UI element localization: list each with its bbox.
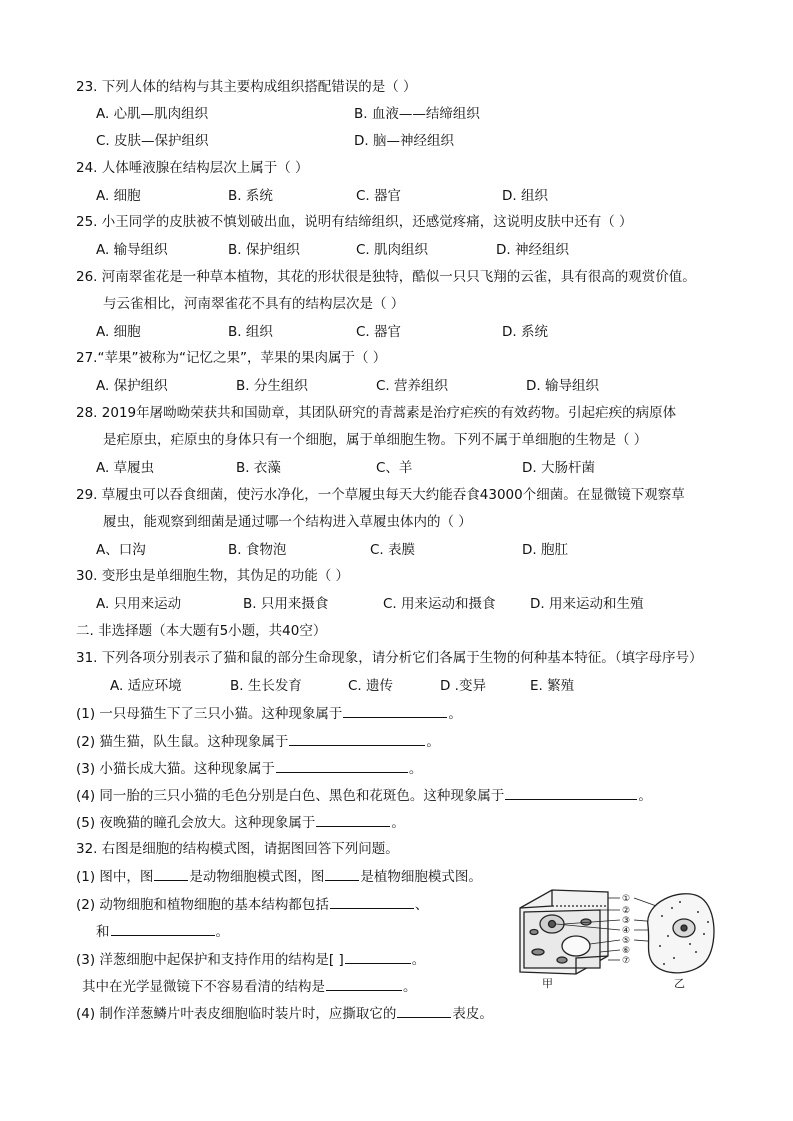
q32-sub-3-cont [82, 977, 417, 996]
period: 。 [638, 788, 652, 804]
q31-option-d: D .变异 [440, 678, 486, 694]
q31-option-a: A. 适应环境 [110, 678, 182, 694]
q24-option-c: C. 器官 [356, 188, 402, 204]
q29-options [0, 541, 793, 559]
q24-stem: 24. 人体唾液腺在结构层次上属于（ ） [76, 160, 309, 176]
cell-structure-figure [512, 886, 722, 990]
period: 。 [391, 815, 405, 831]
figure-label-jia: 甲 [542, 977, 553, 990]
label-7: ⑦ [622, 956, 631, 966]
q26-option-b: B. 组织 [228, 324, 273, 340]
q32-sub-1-c: 是植物细胞模式图。 [360, 869, 482, 885]
q32-sub-1-a: (1) 图中，图 [76, 869, 154, 885]
q24-option-b: B. 系统 [228, 188, 273, 204]
q31-sub-4-text: (4) 同一胎的三只小猫的毛色分别是白色、黑色和花斑色。这种现象属于 [76, 788, 505, 804]
q31-sub-5 [76, 813, 405, 832]
q28-stem-line1: 28. 2019年屠呦呦荣获共和国勋章，其团队研究的青蒿素是治疗疟疾的有效药物。引起疟疾的病原体 [76, 405, 677, 421]
plant-cell [520, 890, 608, 974]
q32-sub-4 [76, 1004, 493, 1023]
q31-sub-4 [76, 786, 652, 805]
q29-stem-line2: 履虫，能观察到细菌是通过哪一个结构进入草履虫体内的（ ） [103, 514, 472, 530]
section-2-title: 二. 非选择题（本大题有5小题，共40空） [76, 623, 327, 639]
q23-option-c: C. 皮肤—保护组织 [96, 133, 209, 149]
q32-sub-3-b: 其中在光学显微镜下不容易看清的结构是 [82, 979, 325, 995]
q27-stem: 27.“苹果”被称为“记忆之果”，苹果的果肉属于（ ） [76, 350, 387, 366]
q28-option-a: A. 草履虫 [96, 460, 155, 476]
q26-options [0, 323, 793, 341]
q27-option-b: B. 分生组织 [236, 378, 308, 394]
q26-option-a: A. 细胞 [96, 324, 141, 340]
q23-option-a: A. 心肌—肌肉组织 [96, 106, 209, 122]
q28-options [0, 459, 793, 477]
q26-stem-line2: 与云雀相比，河南翠雀花不具有的结构层次是（ ） [103, 296, 405, 312]
q29-stem-line1: 29. 草履虫可以吞食细菌，使污水净化，一个草履虫每天大约能吞食43000个细菌。在显微镜下观察草 [76, 487, 685, 503]
q23-option-d: D. 脑—神经组织 [354, 133, 454, 149]
q32-sub-2-cont [96, 922, 229, 941]
answer-blank[interactable] [326, 977, 402, 991]
q25-options [0, 241, 793, 259]
q23-stem: 23. 下列人体的结构与其主要构成组织搭配错误的是（ ） [76, 79, 417, 95]
q28-option-b: B. 衣藻 [236, 460, 281, 476]
q24-option-a: A. 细胞 [96, 188, 141, 204]
period: 。 [448, 706, 462, 722]
q25-option-d: D. 神经组织 [496, 242, 569, 258]
label-5: ⑤ [622, 936, 631, 946]
period: 。 [215, 924, 229, 940]
period: 。 [408, 761, 423, 777]
answer-blank[interactable] [505, 786, 637, 800]
q24-option-d: D. 组织 [502, 188, 548, 204]
q32-sub-2 [76, 895, 428, 914]
answer-blank[interactable] [397, 1004, 451, 1018]
q32-sub-2-c: 和 [96, 924, 110, 940]
figure-label-yi: 乙 [674, 977, 685, 990]
q31-sub-5-text: (5) 夜晚猫的瞳孔会放大。这种现象属于 [76, 815, 316, 831]
q28-option-c: C、羊 [376, 460, 413, 476]
q26-option-c: C. 器官 [356, 324, 402, 340]
q25-stem: 25. 小王同学的皮肤被不慎划破出血，说明有结缔组织，还感觉疼痛，这说明皮肤中还有（ ） [76, 214, 633, 230]
period: 。 [411, 952, 426, 968]
q27-options [0, 377, 793, 395]
q31-sub-1 [76, 704, 462, 723]
q30-option-a: A. 只用来运动 [96, 596, 182, 612]
q32-sub-3-a: (3) 洋葱细胞中起保护和支持作用的结构是[ ] [76, 952, 344, 968]
q25-option-b: B. 保护组织 [228, 242, 300, 258]
period: 。 [403, 979, 417, 995]
structure-numbers [622, 894, 630, 966]
q31-option-c: C. 遗传 [348, 678, 394, 694]
q31-stem: 31. 下列各项分别表示了猫和鼠的部分生命现象，请分析它们各属于生物的何种基本特征。（填字母序号） [76, 650, 703, 666]
answer-blank[interactable] [330, 895, 414, 909]
answer-blank[interactable] [111, 922, 215, 936]
label-2: ② [622, 906, 631, 916]
q31-sub-2-text: (2) 猫生猫，队生鼠。这种现象属于 [76, 734, 289, 750]
answer-blank[interactable] [276, 759, 408, 773]
q27-option-a: A. 保护组织 [96, 378, 168, 394]
period: 。 [426, 734, 440, 750]
q32-sub-2-b: 、 [414, 897, 429, 913]
label-6: ⑥ [622, 946, 631, 956]
q23-option-b: B. 血液——结缔组织 [354, 106, 480, 122]
q32-sub-2-a: (2) 动物细胞和植物细胞的基本结构都包括 [76, 897, 329, 913]
q29-option-a: A、口沟 [96, 542, 146, 558]
q29-option-b: B. 食物泡 [228, 542, 287, 558]
q26-option-d: D. 系统 [502, 324, 548, 340]
q30-option-d: D. 用来运动和生殖 [530, 596, 644, 612]
q32-sub-4-b: 表皮。 [452, 1006, 493, 1022]
q31-options [0, 677, 793, 695]
q31-option-b: B. 生长发育 [230, 678, 302, 694]
q30-option-b: B. 只用来摄食 [243, 596, 329, 612]
label-4: ④ [622, 926, 631, 936]
q32-sub-3 [76, 950, 425, 969]
q27-option-c: C. 营养组织 [376, 378, 449, 394]
q31-sub-2 [76, 732, 440, 751]
q32-sub-1 [76, 867, 482, 886]
label-1: ① [622, 894, 631, 904]
label-3: ③ [622, 916, 631, 926]
q31-sub-3 [76, 759, 422, 778]
q32-sub-4-a: (4) 制作洋葱鳞片叶表皮细胞临时装片时，应撕取它的 [76, 1006, 397, 1022]
answer-blank[interactable] [343, 704, 447, 718]
cell-diagram [512, 886, 722, 986]
answer-blank[interactable] [345, 950, 411, 964]
answer-blank[interactable] [316, 813, 390, 827]
q29-option-c: C. 表膜 [370, 542, 416, 558]
animal-cell [648, 894, 714, 973]
q29-option-d: D. 胞肛 [522, 542, 568, 558]
q25-option-a: A. 输导组织 [96, 242, 168, 258]
q23-options [0, 105, 793, 123]
q28-stem-line2: 是疟原虫，疟原虫的身体只有一个细胞，属于单细胞生物。下列不属于单细胞的生物是（ ） [103, 432, 648, 448]
q31-option-e: E. 繁殖 [530, 678, 575, 694]
q30-stem: 30. 变形虫是单细胞生物，其伪足的功能（ ） [76, 568, 350, 584]
q30-options [0, 595, 793, 613]
q31-sub-3-text: (3) 小猫长成大猫。这种现象属于 [76, 761, 275, 777]
q31-sub-1-text: (1) 一只母猫生下了三只小猫。这种现象属于 [76, 706, 343, 722]
q32-sub-1-b: 是动物细胞模式图，图 [189, 869, 325, 885]
q25-option-c: C. 肌肉组织 [356, 242, 429, 258]
q28-option-d: D. 大肠杆菌 [522, 460, 595, 476]
answer-blank[interactable] [289, 732, 425, 746]
q27-option-d: D. 输导组织 [526, 378, 599, 394]
answer-blank[interactable] [154, 867, 188, 881]
answer-blank[interactable] [325, 867, 359, 881]
q24-options [0, 187, 793, 205]
q26-stem-line1: 26. 河南翠雀花是一种草本植物，其花的形状很是独特，酷似一只只飞翔的云雀，具有很高的观赏价值。 [76, 269, 696, 285]
q23-options-2 [0, 132, 793, 150]
q32-stem: 32. 右图是细胞的结构模式图，请据图回答下列问题。 [76, 841, 399, 857]
q30-option-c: C. 用来运动和摄食 [383, 596, 496, 612]
